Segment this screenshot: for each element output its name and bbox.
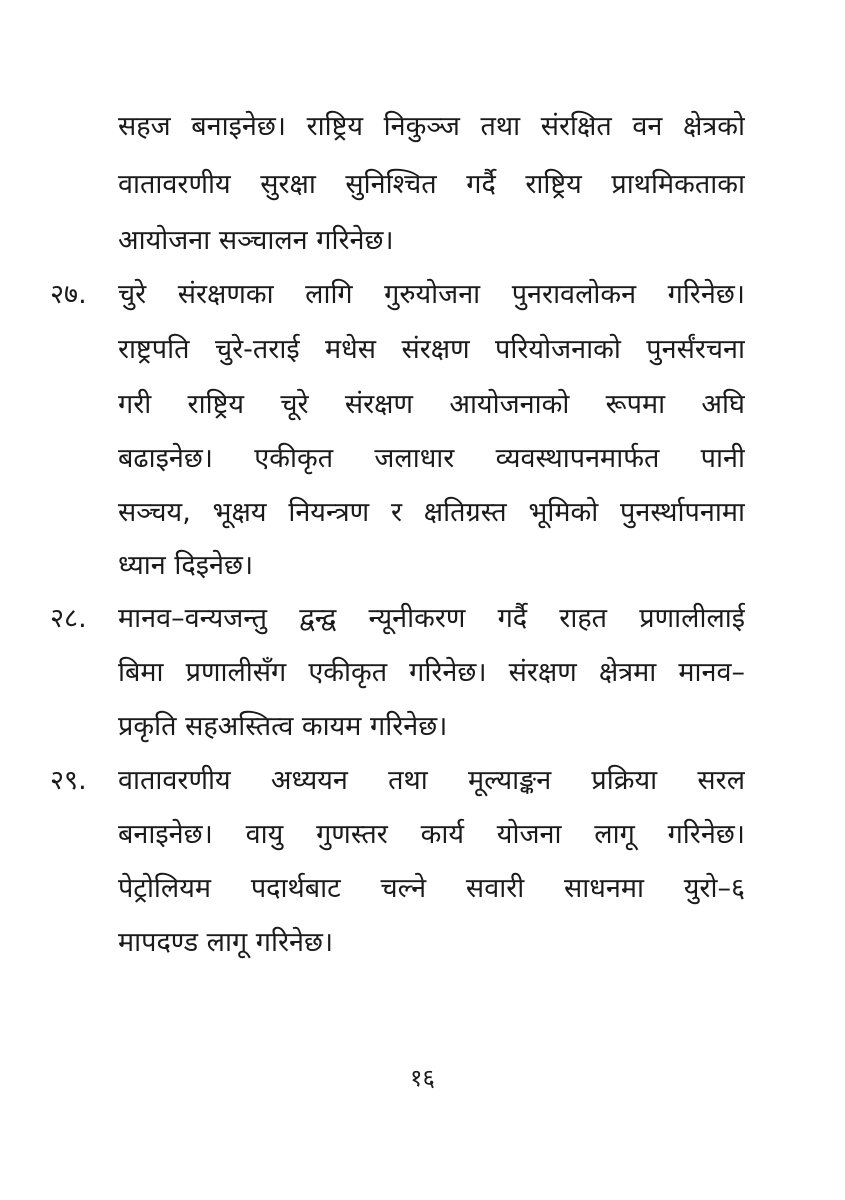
text-line: सहज बनाइनेछ। राष्ट्रिय निकुञ्ज तथा संरक्षित वन क्षेत्रको bbox=[118, 111, 745, 142]
item-number: २८. bbox=[50, 603, 87, 634]
page-number: १६ bbox=[410, 1064, 435, 1092]
text-line: बनाइनेछ। वायु गुणस्तर कार्य योजना लागू गरिनेछ। bbox=[118, 819, 745, 850]
text-line: प्रकृति सहअस्तित्व कायम गरिनेछ। bbox=[118, 711, 448, 742]
text-line: राष्ट्रपति चुरे-तराई मधेस संरक्षण परियोजनाको पुनर्संरचना bbox=[118, 334, 745, 365]
text-line: मापदण्ड लागू गरिनेछ। bbox=[118, 927, 334, 958]
text-line: सञ्चय, भूक्षय नियन्त्रण र क्षतिग्रस्त भूमिको पुनर्स्थापनामा bbox=[118, 497, 745, 528]
text-line: बिमा प्रणालीसँग एकीकृत गरिनेछ। संरक्षण क्षेत्रमा मानव– bbox=[118, 657, 745, 688]
text-line: गरी राष्ट्रिय चूरे संरक्षण आयोजनाको रूपमा अघि bbox=[118, 389, 745, 420]
text-line: वातावरणीय सुरक्षा सुनिश्चित गर्दै राष्ट्रिय प्राथमिकताका bbox=[118, 169, 745, 200]
text-line: आयोजना सञ्चालन गरिनेछ। bbox=[118, 225, 394, 256]
text-line: मानव–वन्यजन्तु द्वन्द्व न्यूनीकरण गर्दै राहत प्रणालीलाई bbox=[118, 603, 745, 634]
item-number: २९. bbox=[50, 765, 87, 796]
item-number: २७. bbox=[50, 279, 87, 310]
text-line: ध्यान दिइनेछ। bbox=[118, 550, 254, 581]
text-line: पेट्रोलियम पदार्थबाट चल्ने सवारी साधनमा युरो–६ bbox=[118, 873, 745, 904]
text-line: बढाइनेछ। एकीकृत जलाधार व्यवस्थापनमार्फत पानी bbox=[118, 443, 745, 474]
text-line: चुरे संरक्षणका लागि गुरुयोजना पुनरावलोकन गरिनेछ। bbox=[118, 279, 745, 310]
text-line: वातावरणीय अध्ययन तथा मूल्याङ्कन प्रक्रिया सरल bbox=[118, 765, 745, 796]
